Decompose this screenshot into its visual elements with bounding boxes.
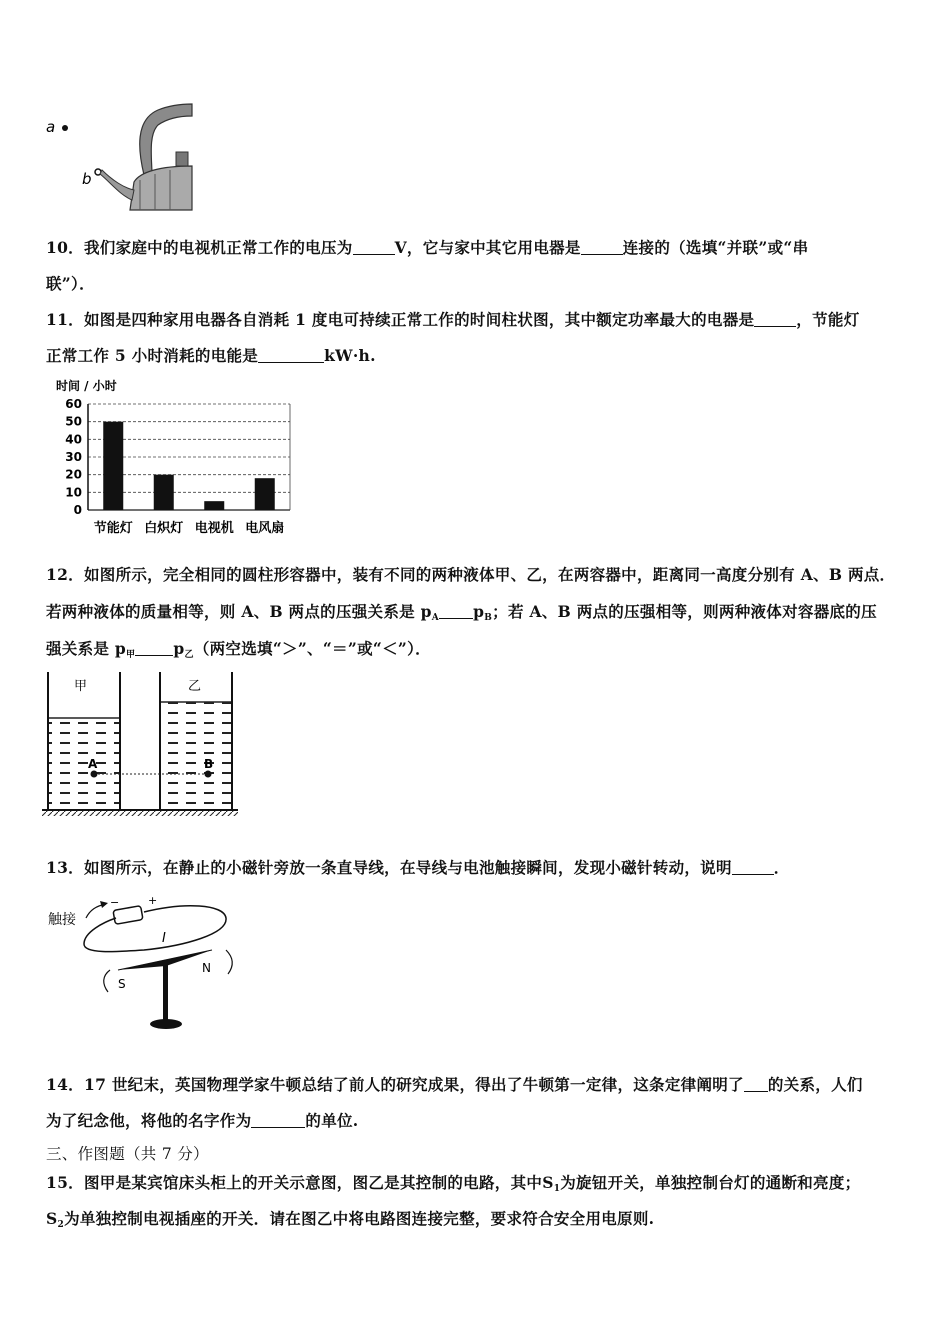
label-jia: 甲 (74, 679, 88, 694)
label-b: b (82, 170, 92, 188)
q13-line1: 13．如图所示，在静止的小磁针旁放一条直导线，在导线与电池触接瞬间，发现小磁针转动，说明 ． (46, 858, 790, 877)
rotate-arrow-right (226, 950, 232, 974)
x-tick-label: 节能灯 (93, 521, 133, 536)
chart-ylabel: 时间 / 小时 (56, 379, 117, 393)
q12-line3: 强关系是 $p_甲$ $p_乙$（两空选填“＞”、“＝”或“＜”）． (46, 639, 431, 660)
kettle-knob (176, 152, 188, 166)
x-tick-label: 电视机 (194, 521, 234, 536)
y-tick-label: 0 (73, 503, 82, 517)
bar-chart (40, 376, 300, 540)
section-title: 三、作图题（共 7 分） (46, 1145, 209, 1163)
current-label: I (162, 931, 166, 946)
x-tick-label: 白炽灯 (144, 521, 184, 536)
bar-0 (103, 422, 123, 510)
q15-line2: $S_2$为单独控制电视插座的开关．请在图乙中将电路图连接完整，要求符合安全用电原则. (46, 1209, 655, 1230)
rotate-arrow-left (104, 970, 110, 992)
magnet-figure (44, 888, 244, 1038)
kettle-spout (100, 170, 134, 200)
label-touch: 触接 (48, 912, 76, 928)
liquid-yi (160, 702, 232, 810)
q10-line1: 10．我们家庭中的电视机正常工作的电压为 V，它与家中其它用电器是 连接的（选填“并联”或“串 (46, 238, 809, 257)
q14-line2: 为了纪念他，将他的名字作为 的单位. (46, 1111, 359, 1130)
point-A (91, 771, 98, 778)
y-tick-label: 50 (65, 414, 82, 429)
bar-3 (255, 478, 275, 510)
wire-loop (84, 906, 226, 952)
q12-line1: 12．如图所示，完全相同的圆柱形容器中，装有不同的两种液体甲、乙，在两容器中，距离同一高度分别有 A、B 两点． (46, 565, 896, 584)
q11-line1: 11．如图是四种家用电器各自消耗 1 度电可持续正常工作的时间柱状图，其中额定功率最大的电器是 ，节能灯 (46, 310, 860, 329)
q12-line2: 若两种液体的质量相等，则 A、B 两点的压强关系是 $p_A$ $p_B$；若 A、B 两点的压强相等，则两种液体对容器底的压 (46, 602, 877, 623)
stand-base (150, 1019, 182, 1029)
battery-minus: − (110, 896, 120, 909)
y-tick-label: 60 (65, 397, 82, 411)
label-A: A (88, 757, 98, 771)
label-B: B (204, 757, 214, 771)
bar-2 (204, 501, 224, 510)
kettle-body (130, 166, 192, 210)
q11-line2: 正常工作 5 小时消耗的电能是 kW·h. (46, 346, 376, 365)
label-yi: 乙 (188, 679, 202, 694)
battery-plus: + (148, 894, 158, 907)
liquid-jia (48, 718, 120, 810)
label-n: N (202, 961, 211, 975)
stand-pole (163, 962, 168, 1020)
kettle-figure (40, 100, 200, 215)
bar-1 (154, 475, 174, 510)
y-tick-label: 20 (65, 467, 82, 482)
q15-line1: 15．图甲是某宾馆床头柜上的开关示意图，图乙是其控制的电路，其中$S_1$为旋钮开关，单独控制台灯的通断和亮度； (46, 1173, 861, 1194)
point-B (205, 771, 212, 778)
y-tick-label: 10 (65, 485, 82, 500)
y-tick-label: 40 (65, 432, 82, 447)
q14-line1: 14．17 世纪末，英国物理学家牛顿总结了前人的研究成果，得出了牛顿第一定律，这条定律阐明了 的关系，人们 (46, 1075, 863, 1094)
label-a: a (46, 118, 56, 136)
containers-figure (40, 668, 240, 820)
point-a (62, 125, 68, 131)
label-s: S (118, 977, 126, 991)
q10-line2: 联”）． (46, 274, 95, 293)
y-tick-label: 30 (65, 450, 82, 464)
x-tick-label: 电风扇 (245, 521, 285, 536)
